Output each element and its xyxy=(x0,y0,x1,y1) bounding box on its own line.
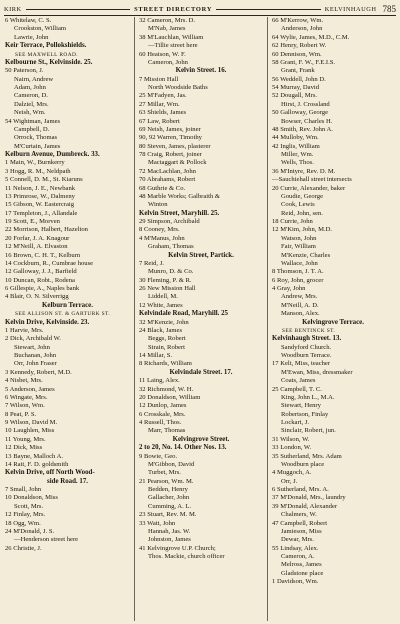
entry-line: 78 Craig, Robert, joiner xyxy=(139,151,202,158)
entry-line: Campbell, D. xyxy=(14,125,50,133)
entry-line: 21 Pearson, Wm. M. xyxy=(139,477,194,485)
street-heading: 2 to 20, No. 14. Other Nos. 13. xyxy=(139,444,227,452)
entry-line: 68 Guthrie & Co. xyxy=(139,184,186,192)
entry-line: 36 M'Intyre, Rev. D. M. xyxy=(272,167,336,175)
entry-line: Dalziel, Mrs. xyxy=(14,100,49,108)
entry-line: 31 Wilson, W. xyxy=(272,435,310,443)
entry-line: 7 Small, John xyxy=(5,486,42,493)
entry-line: 12 White, James xyxy=(139,301,183,309)
entry-line: 4 Blair, O. N. Silverrigg xyxy=(5,293,69,301)
entry-line: 5 Anderson, James xyxy=(5,385,55,393)
street-heading: Kelvindale Street. 17. xyxy=(169,368,233,376)
page-number: 785 xyxy=(382,4,397,14)
running-header xyxy=(4,3,396,15)
cross-reference: SEE MAXWELL ROAD. xyxy=(15,51,79,58)
entry-line: 67 Law, Robert xyxy=(139,117,180,125)
entry-line: 22 Morrison, Halbert, Hazelton xyxy=(5,226,88,234)
entry-line: Johnston, James xyxy=(148,536,191,544)
entry-line: 2 Dick, Archibald W. xyxy=(5,335,61,343)
entry-line: Dewar, Mrs. xyxy=(281,536,314,544)
entry-line: 42 Inglis, William xyxy=(272,142,320,150)
entry-line: Cameron, A. xyxy=(281,553,315,560)
entry-line: Chalmers, W. xyxy=(281,511,317,519)
entry-line: Sandyford Church. xyxy=(281,343,332,351)
entry-line: 17 Templeton, J., Allandale xyxy=(5,209,78,217)
entry-line: Thos. Mackie, church officer xyxy=(148,553,225,560)
entry-line: Graham, Thomas xyxy=(148,243,194,251)
entry-line: 18 Ogg, Wm. xyxy=(5,519,41,527)
entry-line: 30 Fleming, P. & R. xyxy=(139,276,192,284)
entry-line: 6 Roy, John, grocer xyxy=(272,276,324,284)
entry-line: M'Curtain, James xyxy=(14,142,61,150)
entry-line: 39 M'Donald, Alexander xyxy=(272,502,338,510)
entry-line: 8 Peat, P. S. xyxy=(5,410,37,418)
entry-line: 3 Kennedy, Robert, M.D. xyxy=(5,368,72,376)
entry-line: 19 Scott, E., Morven xyxy=(5,218,60,225)
entry-line: 1 Main, W., Burnkerry xyxy=(5,159,65,167)
entry-line: 70 Abrahams, Robert xyxy=(139,176,196,184)
entry-line: 44 Mulloby, Wm. xyxy=(272,134,319,142)
entry-line: 56 Weddell, John D. xyxy=(272,75,326,83)
entry-line: M'Neill, A. D. xyxy=(281,301,319,309)
street-heading: Kelburn Avenue, Dumbreck. 33. xyxy=(5,151,100,158)
street-heading: Kelvingrove Terrace. xyxy=(302,318,364,326)
entry-line: Beggs, Robert xyxy=(148,335,186,343)
entry-line: Miller, Wm. xyxy=(281,151,314,158)
entry-line: Woodburn Terrace. xyxy=(281,352,332,359)
entry-line: Marr, Thomas xyxy=(148,427,186,435)
entry-line: Lockart, J. xyxy=(281,419,310,426)
entry-line: 33 Watt, John xyxy=(139,519,176,527)
entry-line: Andrew, Mrs. xyxy=(281,293,318,301)
entry-line: 26 Christie, J. xyxy=(5,544,42,552)
entry-line: 60 Heatson, W. F. xyxy=(139,50,186,58)
entry-line: 7 Reid, J. xyxy=(139,259,164,267)
column-3 xyxy=(267,17,398,621)
entry-line: 1 Harvie, Mrs. xyxy=(5,326,44,334)
entry-line: 3 Hogg, R. M., Neldpath xyxy=(5,167,71,175)
entry-line: 24 Black, James xyxy=(139,326,183,334)
entry-line: 24 M'Donald, J. S. xyxy=(5,527,55,535)
entry-line: 14 Millar, S. xyxy=(139,352,173,359)
entry-line: 11 Laing, Alex. xyxy=(139,377,180,385)
entry-line: 58 Grant, F. W., F.E.I.S. xyxy=(272,58,336,66)
entry-line: 10 Laughlen, Miss xyxy=(5,427,55,435)
entry-line: Hannah, Jas. W. xyxy=(148,527,191,535)
entry-line: Gladstone place xyxy=(281,569,324,577)
entry-line: Wells, Thos. xyxy=(281,159,314,167)
entry-line: Watson, John xyxy=(281,234,317,242)
entry-line: 52 Dougall, Mrs. xyxy=(272,92,318,100)
entry-line: 20 Donaldson, William xyxy=(139,393,201,401)
entry-line: 11 Nelson, J. E., Newbank xyxy=(5,184,76,192)
entry-line: 4 Gray, John xyxy=(272,285,306,292)
header-left: KIRK xyxy=(4,5,22,13)
entry-line: 11 Young, Mrs. xyxy=(5,435,46,443)
entry-line: Woodburn place xyxy=(281,460,325,468)
entry-line: 4 Nisbet, Mrs. xyxy=(5,377,43,385)
entry-line: Anderson, John xyxy=(281,25,323,33)
entry-line: 26 New Mission Hall xyxy=(139,285,196,292)
entry-line: 48 Marble Works; Galbraith & xyxy=(139,192,221,200)
street-heading: Keir Terrace, Pollokshields. xyxy=(5,42,87,50)
entry-line: Sinclair, Robert, jun. xyxy=(281,427,336,435)
entry-line: 54 Wightman, James xyxy=(5,117,61,125)
street-heading: Kelvin Drive, off North Wood- xyxy=(5,469,95,477)
directory-columns xyxy=(4,17,398,621)
entry-line: Neish, Wm. xyxy=(14,109,46,117)
entry-line: 25 Campbell, T. C. xyxy=(272,385,322,393)
street-heading: Kelburn Terrace. xyxy=(42,301,93,309)
entry-line: 90, 92 Warren, Timothy xyxy=(139,134,202,142)
entry-line: Cameron, D. xyxy=(14,92,48,100)
entry-line: 10 Donaldson, Miss xyxy=(5,494,58,502)
entry-line: 25 M'Fadyen, Jas. xyxy=(139,92,187,100)
entry-line: 13 Bayne, Malloch A. xyxy=(5,452,64,460)
entry-line: 63 Shields, James xyxy=(139,109,187,117)
entry-line: Coats, James xyxy=(281,377,316,385)
street-heading: Kelvingrove Street. xyxy=(172,435,230,443)
entry-line: Bedden, Henry xyxy=(148,486,188,493)
street-heading: Kelvin Drive, Kelvinside. 23. xyxy=(5,318,90,326)
entry-line: Jamieson, Miss xyxy=(281,527,322,535)
entry-line: Cameron, John xyxy=(148,58,188,66)
entry-line: Munro, D. & Co. xyxy=(148,268,194,276)
entry-line: Lawrie, John xyxy=(14,33,49,41)
entry-line: Robertson, Finlay xyxy=(281,410,329,418)
entry-line: 60 Dennison, Wm. xyxy=(272,50,322,58)
cross-reference: SEE BENTINCK ST. xyxy=(282,327,336,334)
entry-line: 8 Thomson, J. T. A. xyxy=(272,268,324,276)
entry-line: 6 Sutherland, Mrs. A. xyxy=(272,486,329,493)
entry-line: Gallacher, John xyxy=(148,494,190,502)
entry-line: Orr, John Fraser xyxy=(14,360,57,368)
entry-line: 20 Currie, Alexander, baker xyxy=(272,184,346,192)
entry-line: 55 Lindsay, Alex. xyxy=(272,544,319,552)
entry-line: M'Kenzie, Charles xyxy=(281,251,331,259)
entry-line: 12 Dick, Miss xyxy=(5,444,43,452)
entry-line: 8 Richards, William xyxy=(139,360,192,368)
entry-line: Cumming, A. L. xyxy=(148,502,192,510)
entry-line: 17 Kelt, Miss, teacher xyxy=(272,360,331,368)
entry-line: Nairn, Andrew xyxy=(14,75,54,83)
entry-line: 41 Kelvingrove U.P. Church; xyxy=(139,544,216,552)
entry-line: 50 Paterson, J. xyxy=(5,67,44,75)
entry-line: —Sauchiehall street intersects xyxy=(272,176,352,184)
entry-line: Orrock, Thomas xyxy=(14,134,58,142)
entry-line: Crookston, William xyxy=(14,25,66,33)
entry-line: Hirst, J. Crossland xyxy=(281,100,330,108)
entry-line: 54 Murray, David xyxy=(272,84,319,91)
entry-line: 6 Whitelaw, C. S. xyxy=(5,17,52,24)
column-1 xyxy=(4,17,134,621)
street-heading: Kelvinhaugh Street. 13. xyxy=(272,335,342,343)
entry-line: 5 Connell, D. M., St. Kiaruns xyxy=(5,176,83,184)
entry-line: 29 Simpson, Archibald xyxy=(139,218,200,225)
entry-line: 4 Muggoch, A. xyxy=(272,469,312,477)
entry-line: 7 Wilson, Wm. xyxy=(5,402,45,410)
entry-line: Reid, John, sen. xyxy=(281,209,323,217)
entry-line: 1 Davidson, Wm. xyxy=(272,578,319,586)
entry-line: 15 Gibson, W. Eastercraig xyxy=(5,201,75,209)
entry-line: Buchanan, John xyxy=(14,352,57,359)
entry-line: Melross, James xyxy=(281,561,322,569)
entry-line: 6 Gillespie, A., Naples bank xyxy=(5,285,80,292)
entry-line: 20 Forfar, J. A. Knagour xyxy=(5,234,70,242)
entry-line: M'Ewan, Miss, dressmaker xyxy=(281,368,353,376)
entry-line: 4 Russell, Thos. xyxy=(139,419,182,426)
header-title: STREET DIRECTORY xyxy=(134,5,213,13)
entry-line: 12 Finlay, Mrs. xyxy=(5,511,46,519)
entry-line: 72 MacLachlan, John xyxy=(139,167,196,175)
entry-line: 35 Sutherland, Mrs. Adam xyxy=(272,452,342,460)
entry-line: 48 Smith, Rev. John A. xyxy=(272,125,333,133)
entry-line: Strain, Robert xyxy=(148,343,185,351)
entry-line: 12 M'Neill, A. Elvaston xyxy=(5,243,68,251)
header-rule-right xyxy=(216,9,320,10)
entry-line: 27 Millar, Wm. xyxy=(139,100,180,108)
street-heading: Kelvindale Road, Maryhill. 25 xyxy=(139,310,229,318)
street-heading: Kelbourne St., Kelvinside. 25. xyxy=(5,58,93,66)
entry-line: 23 Stuart, Rev. M. M. xyxy=(139,511,197,519)
entry-line: 6 Wingate, Mrs. xyxy=(5,393,48,401)
street-heading: Kelvin Street. 16. xyxy=(175,67,227,75)
entry-line: 4 M'Manus, John xyxy=(139,234,185,242)
street-heading: Kelvin Street, Maryhill. 25. xyxy=(139,209,220,217)
entry-line: 14 Cockburn, R., Cumbrae house xyxy=(5,259,94,267)
entry-line: 9 Wilson, David M. xyxy=(5,419,58,426)
entry-line: 12 Galloway, J. J., Barfield xyxy=(5,268,77,276)
entry-line: Cook, Lewis xyxy=(281,201,315,209)
entry-line: 12 Dunlop, James xyxy=(139,402,187,410)
entry-line: Goudie, George xyxy=(281,192,323,200)
entry-line: 14 Rait, F. D. goldsmith xyxy=(5,460,69,468)
entry-line: Orr, J. xyxy=(281,477,298,485)
street-heading: side Road. 17. xyxy=(47,477,88,485)
entry-line: Winton xyxy=(148,201,168,209)
entry-line: 32 Richmond, W. H. xyxy=(139,385,194,393)
entry-line: M'Gibbon, David xyxy=(148,460,195,468)
entry-line: Scott, Mrs. xyxy=(14,502,44,510)
entry-line: Bowser, Charles H. xyxy=(281,117,333,125)
entry-line: Stewart, John xyxy=(14,343,50,351)
entry-line: M'Nab, James xyxy=(148,25,186,33)
cross-reference: SEE ALLISON ST. & GARTURK ST. xyxy=(15,311,111,318)
entry-line: 12 M'Kim, John, M.D. xyxy=(272,226,332,234)
entry-line: Grant, Frank xyxy=(281,67,315,75)
entry-line: —Tillie street here xyxy=(148,42,198,50)
entry-line: 7 Mission Hall xyxy=(139,75,179,83)
entry-line: 9 Bowie, Geo. xyxy=(139,452,178,460)
entry-line: 47 Campbell, Robert xyxy=(272,519,328,527)
entry-line: 66 M'Kerrow, Wm. xyxy=(272,17,324,24)
entry-line: 80 Steven, James, plasterer xyxy=(139,142,211,150)
entry-line: 13 Primrose, W., Dalmeny xyxy=(5,192,75,200)
entry-line: Turbet, Mrs. xyxy=(148,469,181,477)
entry-line: —Henderson street here xyxy=(14,536,79,544)
header-divider xyxy=(4,15,396,16)
entry-line: 32 M'Kenzie, John xyxy=(139,318,189,326)
entry-line: North Woodside Baths xyxy=(148,84,208,91)
entry-line: 62 Henry, Robert W. xyxy=(272,42,327,50)
entry-line: Wallace, John xyxy=(281,259,318,267)
entry-line: 8 Cooney, Mrs. xyxy=(139,226,180,234)
entry-line: 16 Brown, C. H. T., Kelburn xyxy=(5,251,81,259)
column-2 xyxy=(134,17,267,621)
header-rule-left xyxy=(26,9,130,10)
entry-line: 6 Crosskale, Mrs. xyxy=(139,410,186,418)
street-heading: Kelvin Street, Partick. xyxy=(168,251,234,259)
entry-line: 32 Cameron, Mrs. D. xyxy=(139,17,196,24)
entry-line: Fair, William xyxy=(281,243,316,251)
entry-line: Liddell, M. xyxy=(148,293,178,301)
entry-line: 50 Galloway, George xyxy=(272,109,329,117)
entry-line: Stewart, Henry xyxy=(281,402,321,410)
entry-line: King, John L., M.A. xyxy=(281,393,335,401)
entry-line: 10 Duncan, Robt., Rodena xyxy=(5,276,75,284)
entry-line: 18 Currie, John xyxy=(272,218,313,225)
entry-line: 38 M'Lauchlan, William xyxy=(139,33,204,41)
entry-line: 33 London, W. xyxy=(272,444,312,452)
entry-line: 37 M'Donald, Mrs., laundry xyxy=(272,494,346,502)
entry-line: 69 Neish, James, joiner xyxy=(139,125,201,133)
entry-line: Adam, John xyxy=(14,84,46,91)
entry-line: Manson, Alex. xyxy=(281,310,320,318)
entry-line: Mactaggart & Pollock xyxy=(148,159,207,167)
header-right: KELVINHAUGH xyxy=(324,5,377,13)
entry-line: 64 Wylie, James, M.D., C.M. xyxy=(272,33,350,41)
